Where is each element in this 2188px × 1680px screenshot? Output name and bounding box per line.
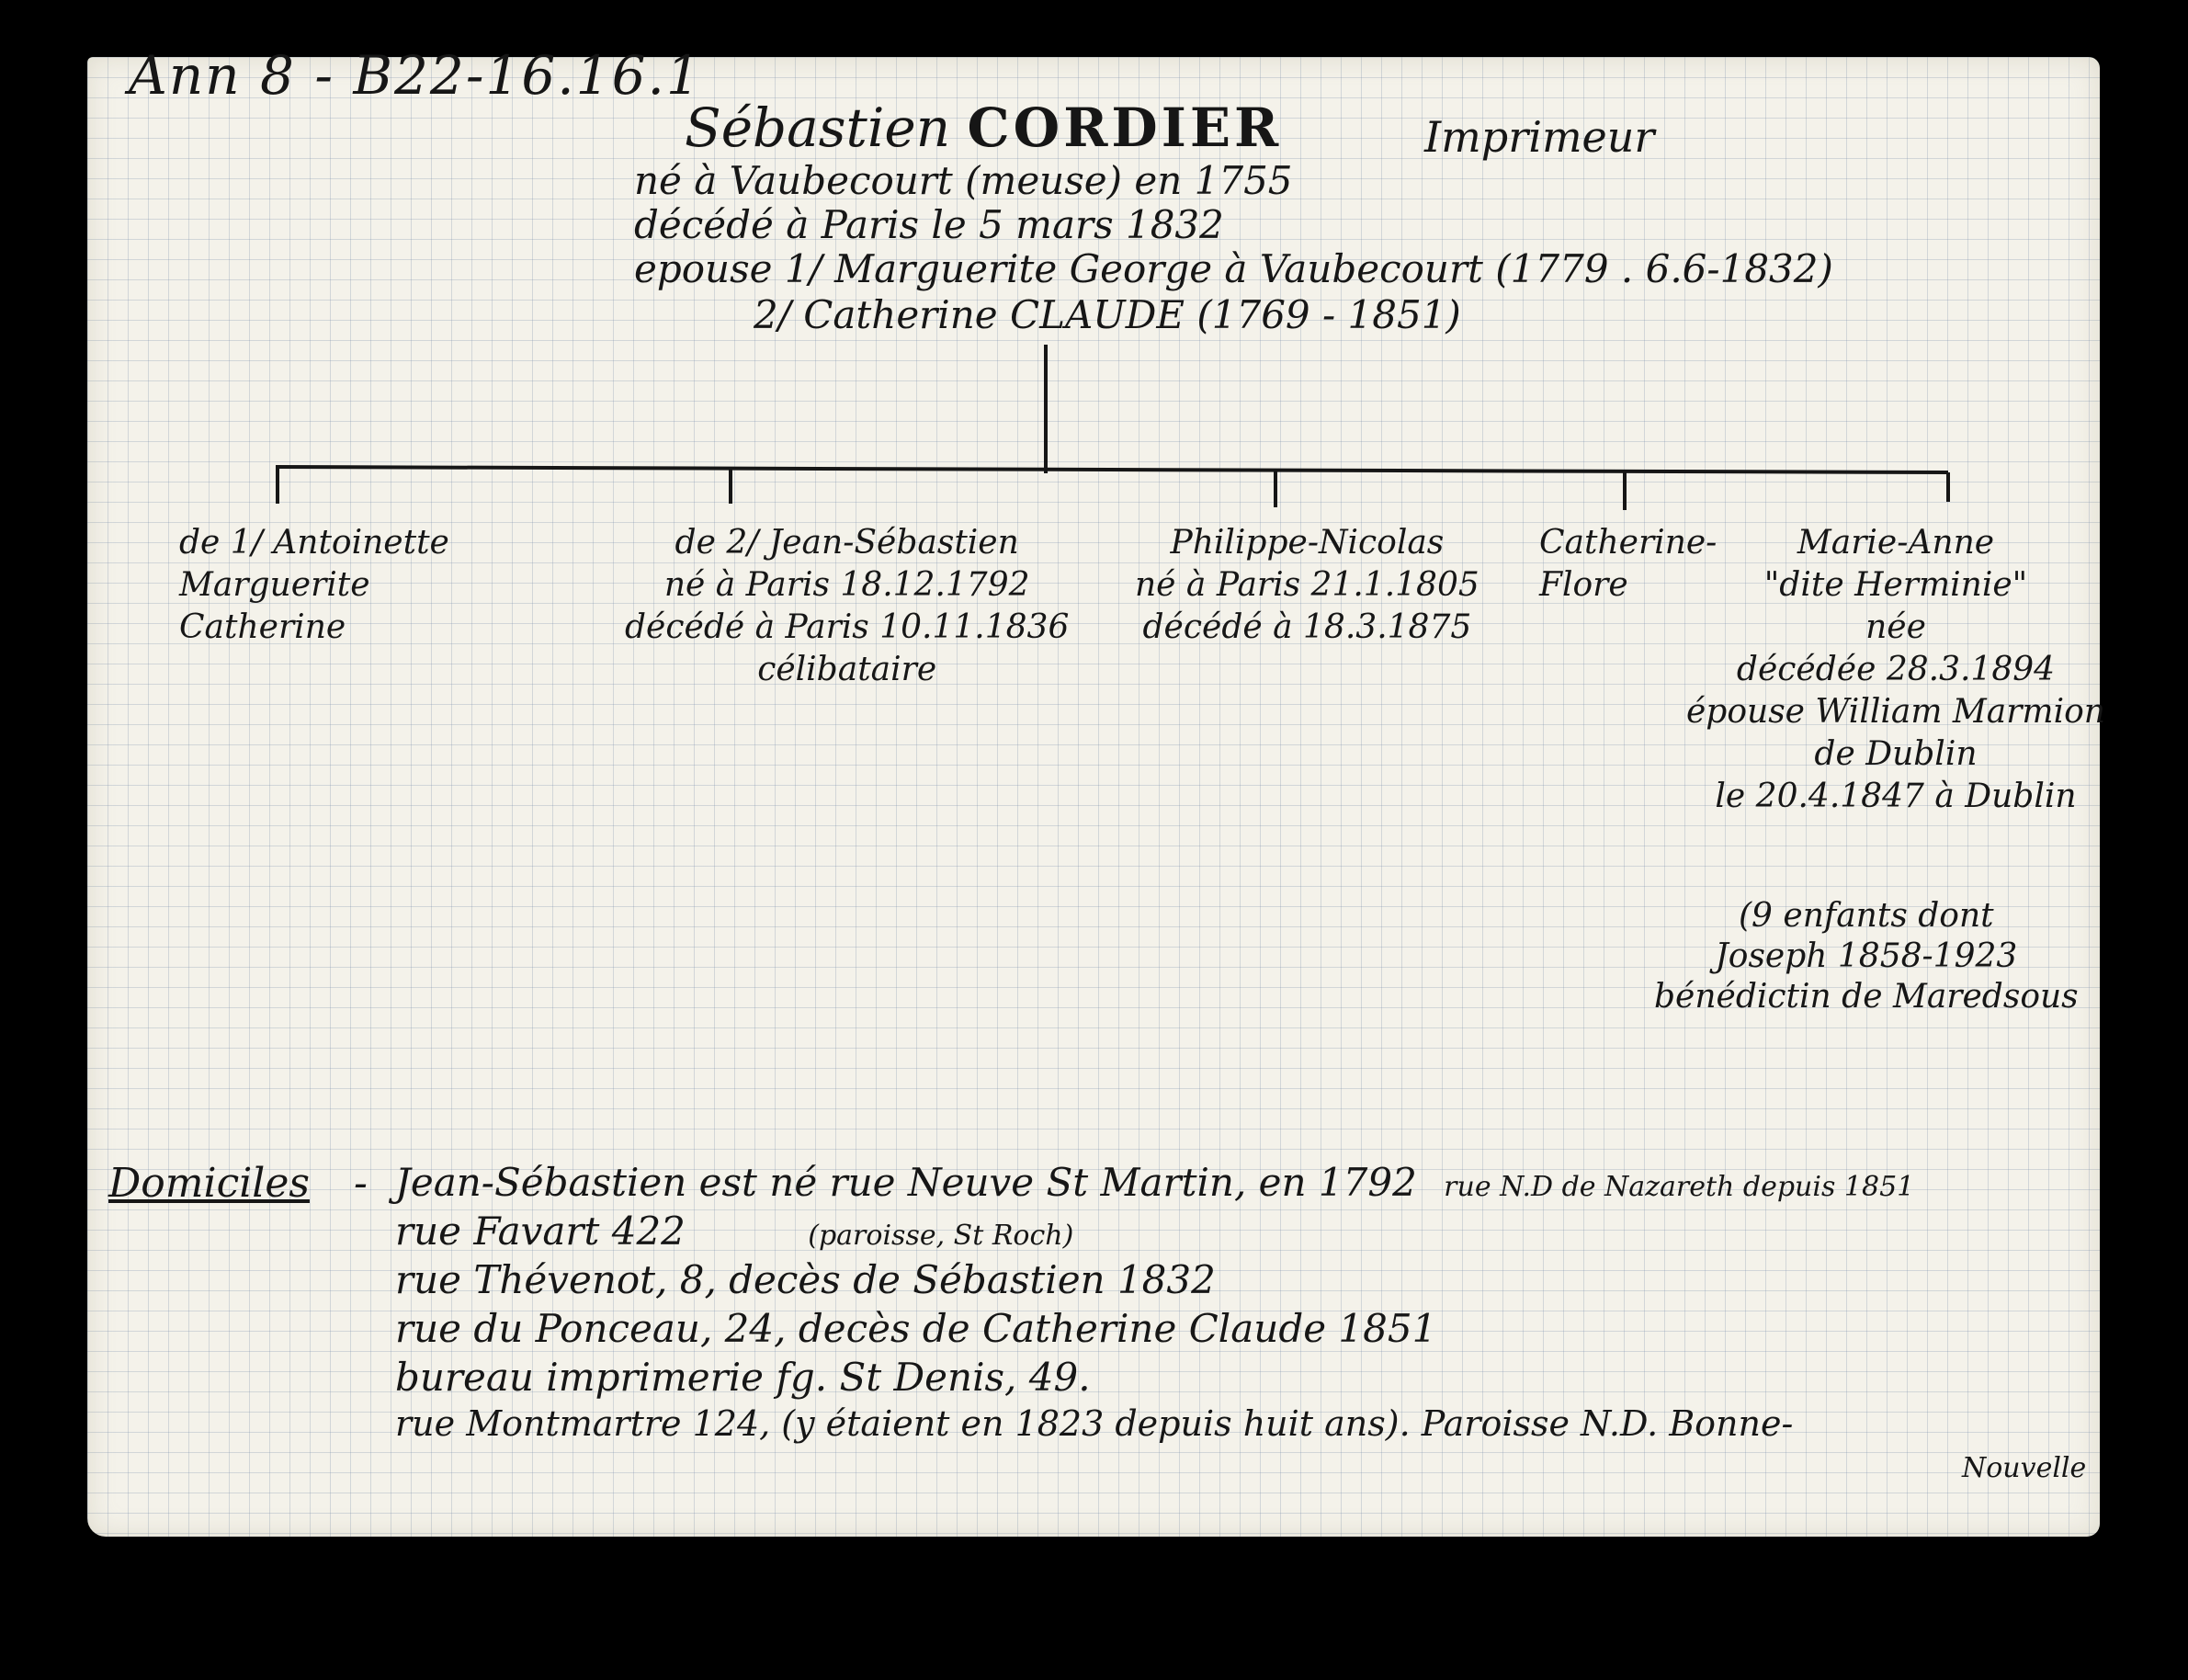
child-marie-anne: Marie-Anne "dite Herminie" née décédée 28.3.1894 épouse William Marmion de Dublin le 20.4.1847 à Dublin	[1686, 524, 2105, 815]
child-philippe-nicolas: Philippe-Nicolas né à Paris 21.1.1805 décédé à 18.3.1875	[1135, 524, 1479, 646]
archive-reference: Ann 8 - B22-16.16.1	[129, 44, 702, 107]
birth-line: né à Vaubecourt (meuse) en 1755	[634, 158, 1293, 203]
domicile-side-note: rue N.D de Nazareth depuis 1851	[1444, 1171, 1915, 1203]
children-note: (9 enfants dont Joseph 1858-1923 bénédictin de Maredsous	[1654, 897, 2079, 1016]
domicile-line	[395, 1209, 1073, 1254]
tree-branch-line	[276, 467, 1948, 472]
domicile-line	[395, 1160, 1914, 1205]
domicile-line-continuation: Nouvelle	[1962, 1452, 2087, 1484]
spouse-1-line: epouse 1/ Marguerite George à Vaubecourt (1779 . 6.6-1832)	[634, 246, 1833, 291]
domicile-text: Jean-Sébastien est né rue Neuve St Martin, en 1792	[395, 1160, 1417, 1205]
spouse-2-line: 2/ Catherine CLAUDE (1769 - 1851)	[754, 292, 1461, 337]
domicile-line: rue Montmartre 124, (y étaient en 1823 depuis huit ans). Paroisse N.D. Bonne-	[395, 1403, 1794, 1444]
child-antoinette: de 1/ Antoinette Marguerite Catherine	[179, 524, 449, 646]
domicile-line: bureau imprimerie fg. St Denis, 49.	[395, 1355, 1091, 1400]
child-catherine-flore: Catherine- Flore	[1539, 524, 1718, 604]
death-line: décédé à Paris le 5 mars 1832	[634, 202, 1224, 247]
domicile-text: rue Favart 422	[395, 1209, 686, 1254]
domicile-parish-note: (paroisse, St Roch)	[808, 1220, 1074, 1252]
domicile-line: rue du Ponceau, 24, decès de Catherine Claude 1851	[395, 1306, 1437, 1351]
domiciles-dash: -	[354, 1160, 368, 1207]
profession: Imprimeur	[1424, 112, 1655, 162]
surname: CORDIER	[967, 96, 1283, 159]
person-name	[685, 96, 1282, 159]
domicile-line: rue Thévenot, 8, decès de Sébastien 1832	[395, 1257, 1216, 1302]
child-jean-sebastien: de 2/ Jean-Sébastien né à Paris 18.12.1792 décédé à Paris 10.11.1836 célibataire	[625, 524, 1070, 688]
given-name: Sébastien	[685, 96, 951, 159]
domiciles-heading: Domiciles	[108, 1160, 310, 1207]
